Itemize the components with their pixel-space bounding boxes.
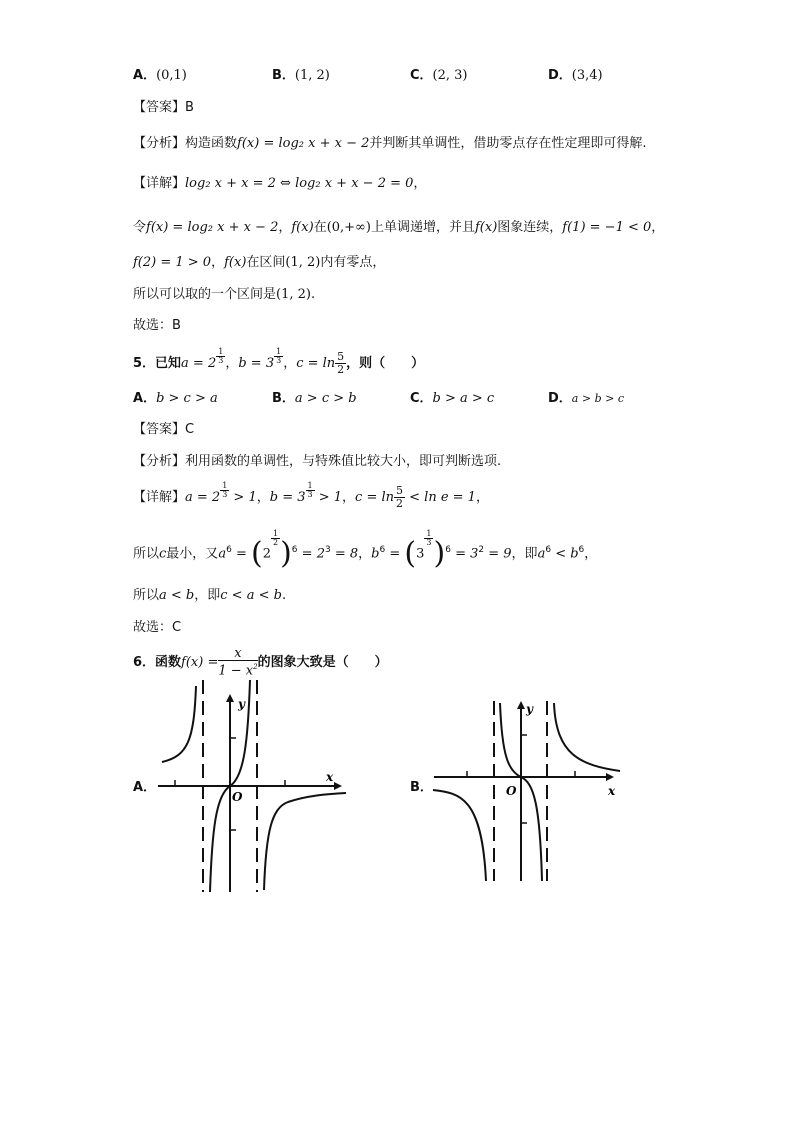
q4-option-b: B．(1, 2) xyxy=(272,68,330,83)
graph-b-y-label: y xyxy=(526,702,533,716)
q5-choose: 故选：C xyxy=(133,620,182,635)
q4-option-c: C．(2, 3) xyxy=(410,68,468,83)
graph-b xyxy=(430,695,630,885)
graph-a-curve-right xyxy=(264,793,346,890)
q5-option-d: D．a > b > c xyxy=(548,391,624,406)
graph-a xyxy=(150,680,360,895)
q5-analysis: 【分析】利用函数的单调性，与特殊值比较大小，即可判断选项. xyxy=(133,454,502,469)
graph-b-curve-right xyxy=(554,703,620,771)
q5-option-b: B．a > c > b xyxy=(272,391,357,406)
graph-b-x-arrow xyxy=(606,773,614,781)
graph-b-x-label: x xyxy=(608,784,616,798)
q4-analysis: 【分析】构造函数f(x) = log₂ x + x − 2并判断其单调性，借助零点存在性定理即可得解. xyxy=(133,136,647,151)
graph-a-y-label: y xyxy=(238,697,245,711)
q5-detail-line-2: 所以a < b，即c < a < b. xyxy=(133,588,287,603)
q4-choose: 故选：B xyxy=(133,318,181,333)
graph-a-y-arrow xyxy=(226,694,234,702)
graph-b-label: B． xyxy=(410,780,433,795)
q4-detail-line-3: 所以可以取的一个区间是(1, 2). xyxy=(133,287,316,302)
graph-a-x-label: x xyxy=(326,770,334,784)
graph-a-curve-left xyxy=(162,686,196,762)
q5-detail-line-1: 所以c最小，又$a^6 = (2$ $^{\frac{1}{2}}$ )$^6 = 2^3 = 8$，$b^6 = (3$ $^{\frac{1}{3}}$ )$^6 = 3^2 = 9$，即$a^6 < b^6$， xyxy=(133,529,598,571)
graph-a-x-arrow xyxy=(334,782,342,790)
q5-option-a: A．b > c > a xyxy=(133,391,218,406)
q4-option-a: A．(0,1) xyxy=(133,68,187,83)
q6-stem: 6．函数f(x) = $\frac{x}{1 - x^2}$ 的图象大致是（ ） xyxy=(133,646,388,679)
graph-b-origin: O xyxy=(506,784,517,798)
q5-stem: 5．已知a = 2 $^{\frac{1}{3}}$ ，b = 3 $^{\frac{1}{3}}$ ，c = ln $\frac{5}{2}$ ，则（ ） xyxy=(133,347,425,376)
graph-a-label: A． xyxy=(133,780,157,795)
q5-answer: 【答案】C xyxy=(133,422,195,437)
q5-detail: 【详解】a = 2 $^{\frac{1}{3}}$ > 1，b = 3 $^{\frac{1}{3}}$ > 1，c = ln $\frac{5}{2}$ < ln e = 1， xyxy=(133,481,489,510)
q4-option-d: D．(3,4) xyxy=(548,68,603,83)
q5-option-c: C．b > a > c xyxy=(410,391,495,406)
graph-b-curve-left xyxy=(433,790,486,881)
q4-detail: 【详解】log₂ x + x = 2 ⇔ log₂ x + x − 2 = 0， xyxy=(133,176,427,191)
graph-a-origin: O xyxy=(232,790,243,804)
q4-detail-line-2: f(2) = 1 > 0，f(x)在区间(1, 2)内有零点， xyxy=(133,255,386,270)
graph-b-y-arrow xyxy=(517,701,525,709)
q4-answer: 【答案】B xyxy=(133,100,194,115)
q4-detail-line-1: 令f(x) = log₂ x + x − 2，f(x)在(0,+∞)上单调递增，并且f(x)图象连续，f(1) = −1 < 0， xyxy=(133,220,665,235)
